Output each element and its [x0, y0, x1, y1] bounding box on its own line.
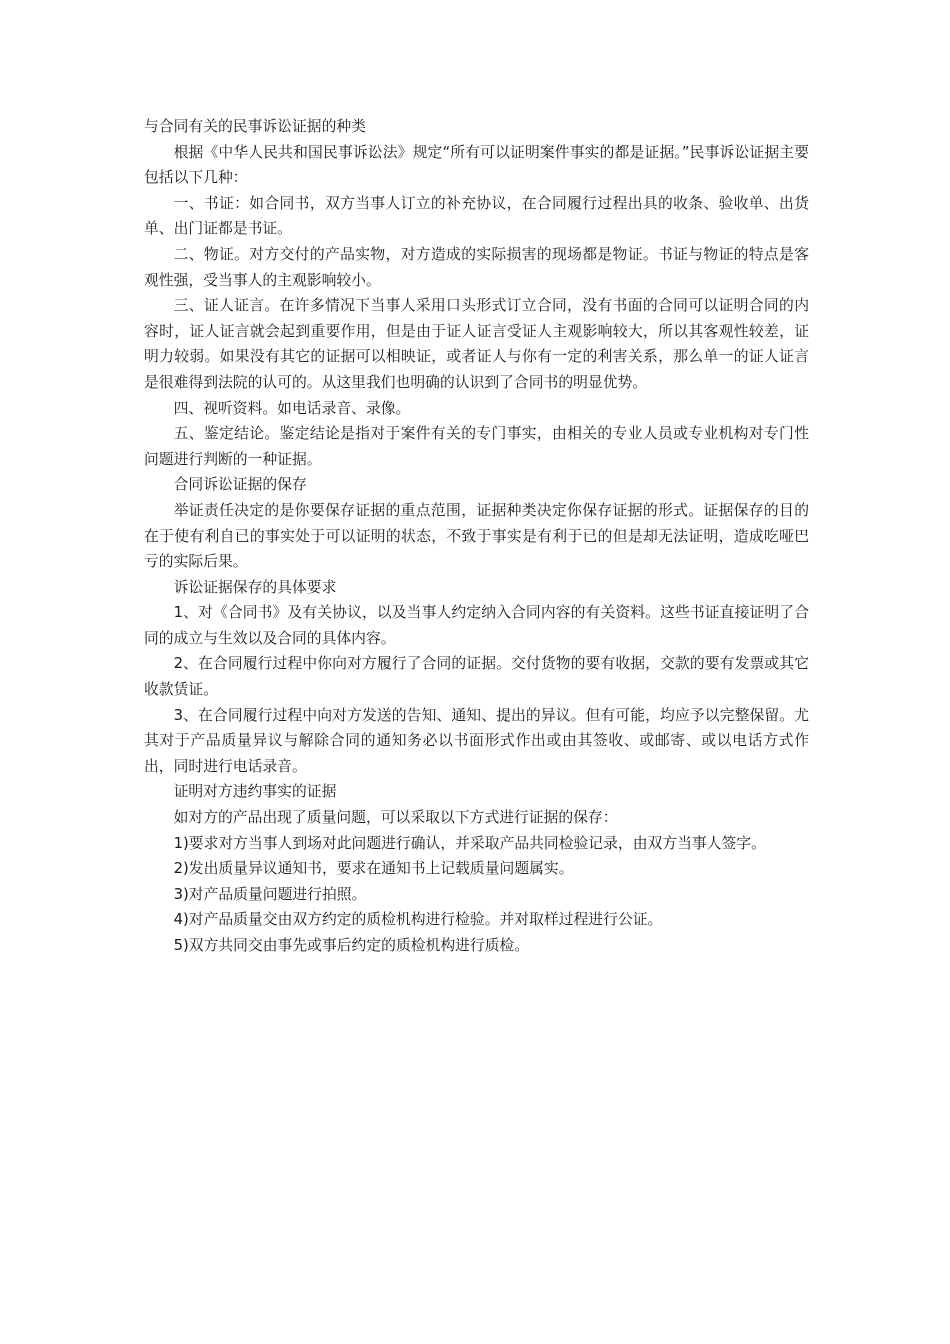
paragraph-documentary-evidence: 一、书证：如合同书，双方当事人订立的补充协议，在合同履行过程出具的收条、验收单、出货单、出门证都是书证。 — [144, 194, 809, 238]
section-heading-requirements: 诉讼证据保存的具体要求 — [173, 578, 337, 596]
quality-step-5: 5)双方共同交由事先或事后约定的质检机构进行质检。 — [173, 937, 530, 954]
paragraph-burden-of-proof: 举证责任决定的是你要保存证据的重点范围，证据种类决定你保存证据的形式。证据保存的目的在于使有利自已的事实处于可以证明的状态，不致于事实是有利于已的但是却无法证明，造成吃哑巴亏的实际后果。 — [144, 501, 809, 571]
paragraph-intro: 根据《中华人民共和国民事诉讼法》规定“所有可以证明案件事实的都是证据。”民事诉讼证据主要包括以下几种： — [144, 143, 809, 187]
paragraph-witness-testimony: 三、证人证言。在许多情况下当事人采用口头形式订立合同，没有书面的合同可以证明合同的内容时，证人证言就会起到重要作用，但是由于证人证言受证人主观影响较大，所以其客观性较差，证明力较弱。如果没有其它的证据可以相映证，或者证人与你有一定的利害关系，那么单一的证人证言是很难得到法院的认可的。从这里我们也明确的认识到了合同书的明显优势。 — [144, 297, 809, 391]
document-title: 与合同有关的民事诉讼证据的种类 — [144, 118, 366, 135]
paragraph-quality-issue-intro: 如对方的产品出现了质量问题，可以采取以下方式进行证据的保存： — [173, 809, 618, 827]
section-heading-breach-evidence: 证明对方违约事实的证据 — [173, 783, 337, 801]
requirement-item-1: 1、对《合同书》及有关协议，以及当事人约定纳入合同内容的有关资料。这些书证直接证明了合同的成立与生效以及合同的具体内容。 — [144, 604, 809, 647]
paragraph-audiovisual: 四、视听资料。如电话录音、录像。 — [173, 399, 411, 417]
paragraph-expert-conclusion: 五、鉴定结论。鉴定结论是指对于案件有关的专门事实，由相关的专业人员或专业机构对专门性问题进行判断的一种证据。 — [144, 425, 809, 468]
document-body — [144, 114, 809, 959]
section-heading-preservation: 合同诉讼证据的保存 — [173, 476, 307, 494]
quality-step-2: 2)发出质量异议通知书，要求在通知书上记载质量问题属实。 — [173, 860, 574, 878]
paragraph-physical-evidence: 二、物证。对方交付的产品实物，对方造成的实际损害的现场都是物证。书证与物证的特点是客观性强，受当事人的主观影响较小。 — [144, 245, 809, 289]
quality-step-4: 4)对产品质量交由双方约定的质检机构进行检验。并对取样过程进行公证。 — [173, 911, 663, 929]
quality-step-3: 3)对产品质量问题进行拍照。 — [173, 885, 367, 903]
requirement-item-2: 2、在合同履行过程中你向对方履行了合同的证据。交付货物的要有收据，交款的要有发票或其它收款赁证。 — [144, 655, 809, 699]
requirement-item-3: 3、在合同履行过程中向对方发送的告知、通知、提出的异议。但有可能，均应予以完整保留。尤其对于产品质量异议与解除合同的通知务必以书面形式作出或由其签收、或邮寄、或以电话方式作出，同时进行电话录音。 — [144, 706, 809, 775]
quality-step-1: 1)要求对方当事人到场对此问题进行确认，并采取产品共同检验记录，由双方当事人签字。 — [173, 834, 766, 852]
